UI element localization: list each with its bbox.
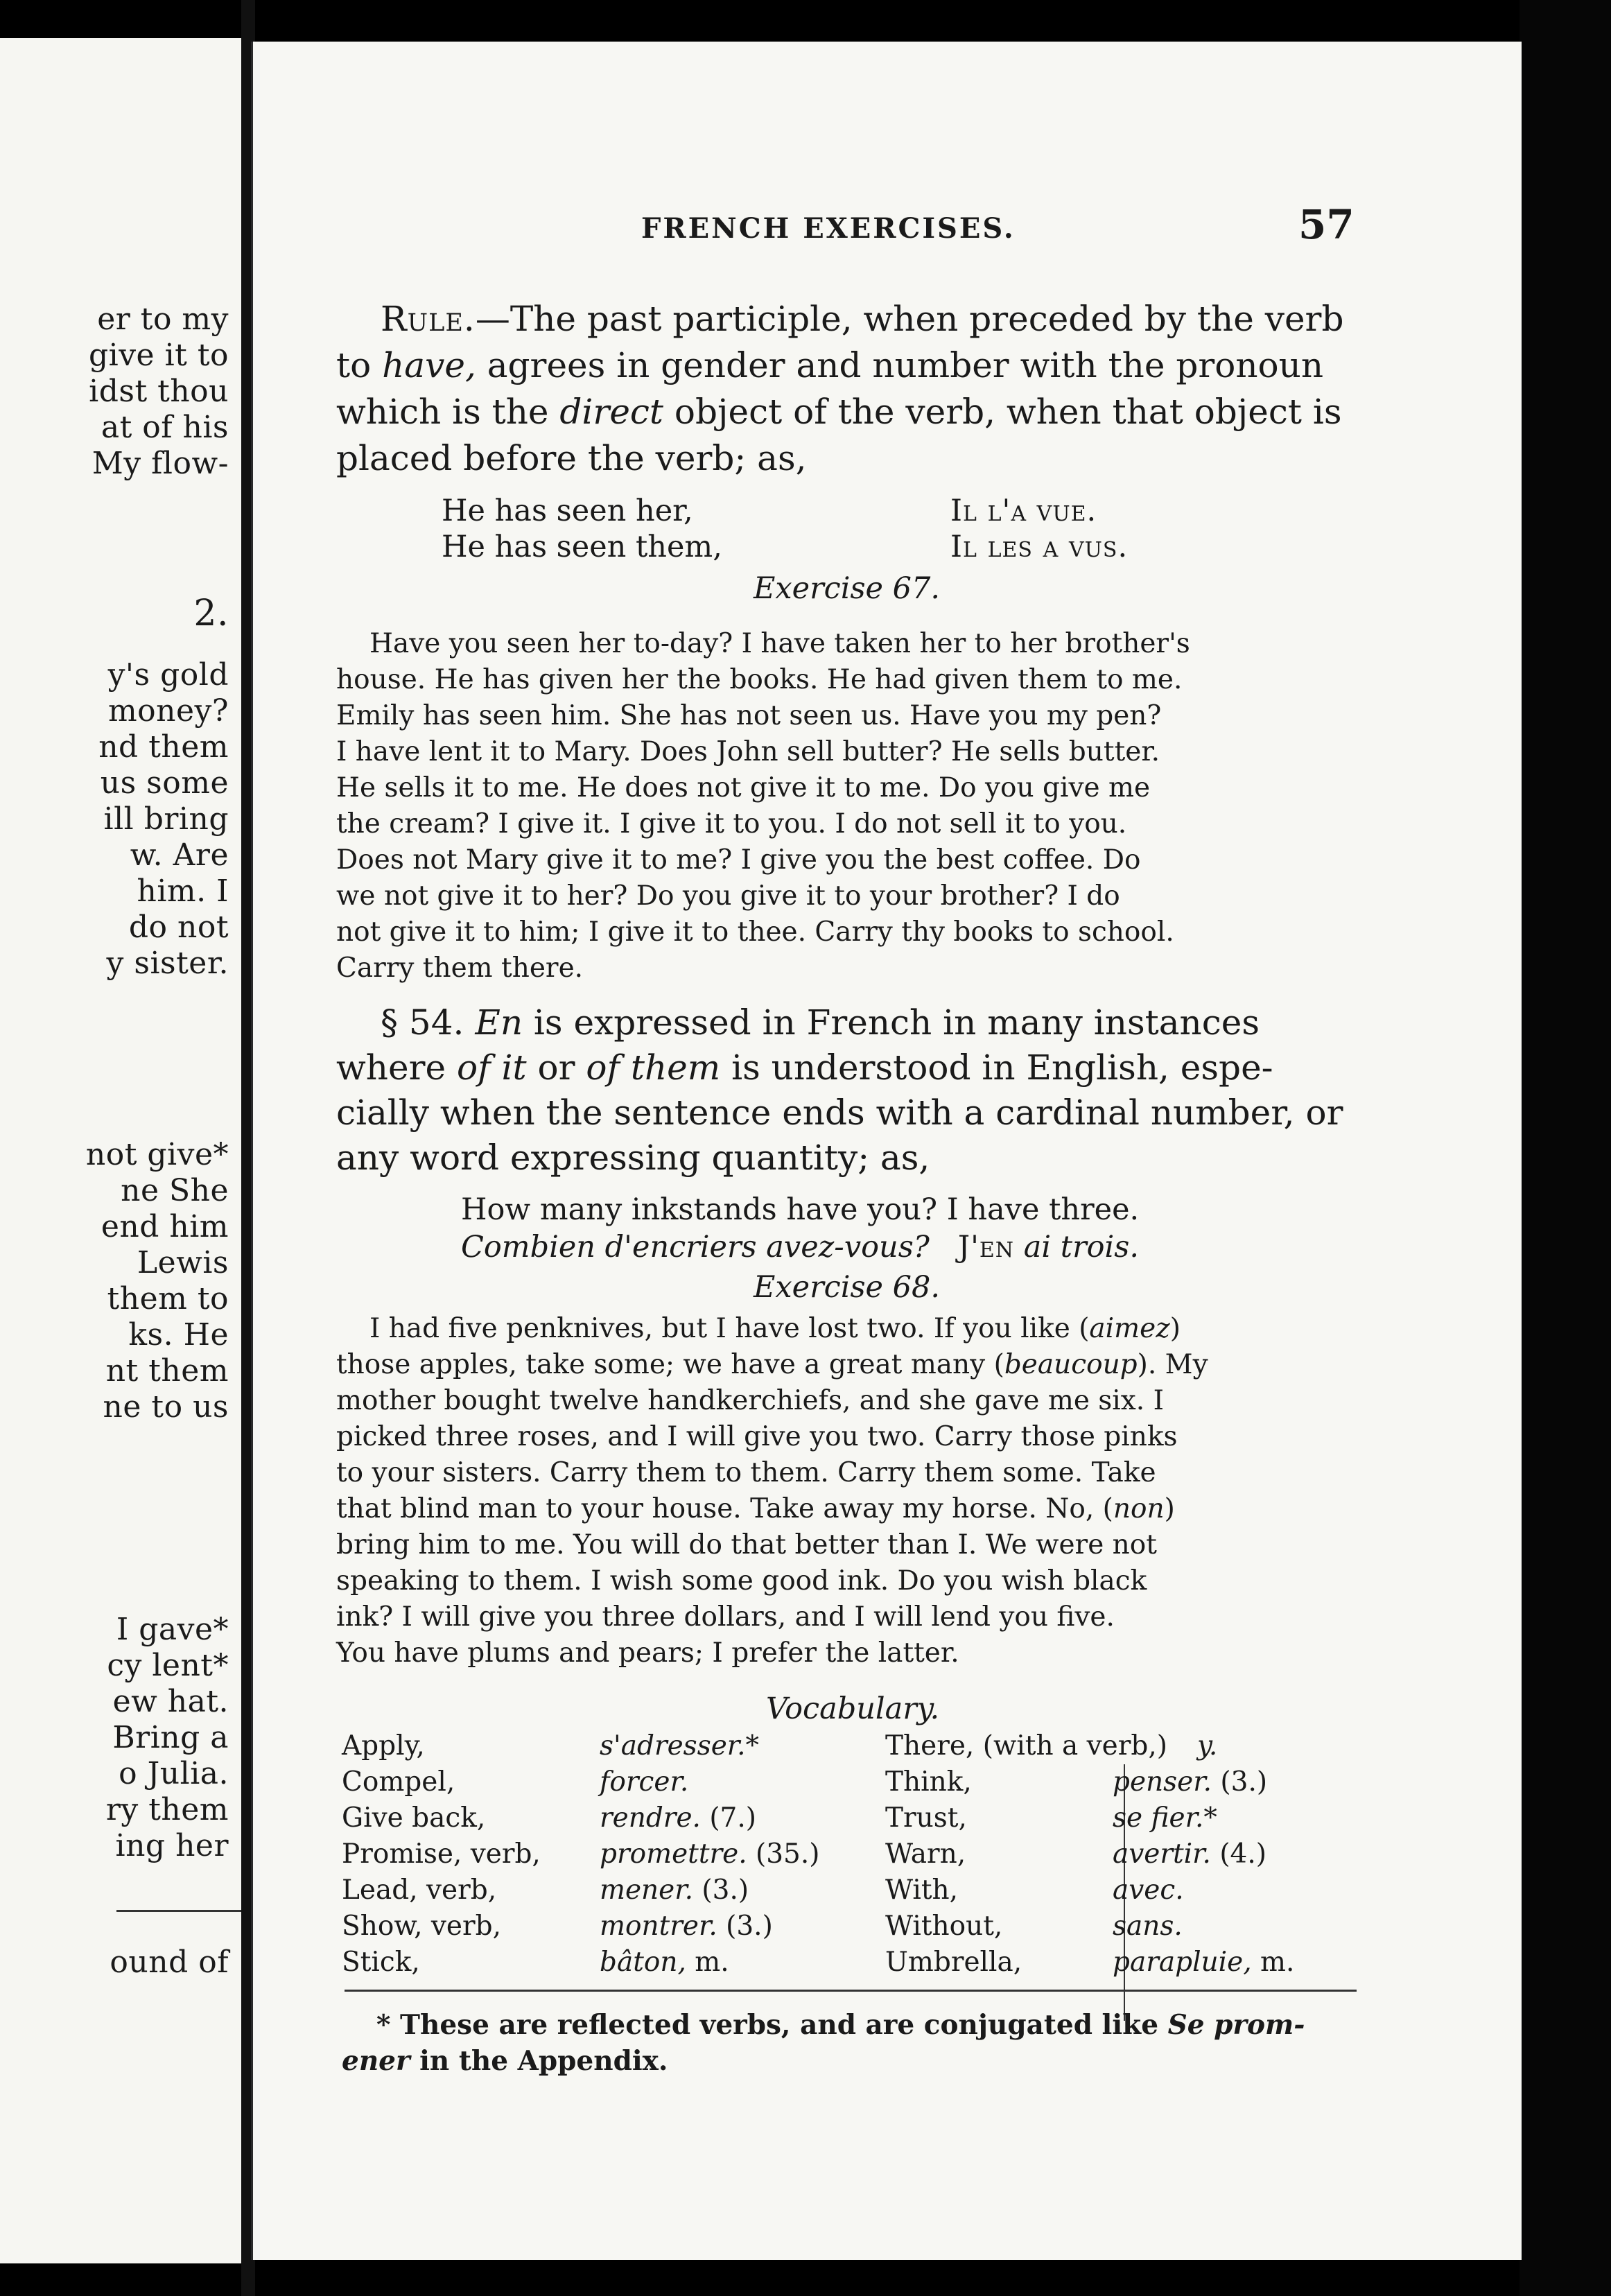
vocab-en: Give back, (342, 1802, 486, 1834)
exercise-68-line: ink? I will give you three dollars, and I will lend you five. (336, 1601, 1115, 1633)
vocab-fr-entry: bâton, m. (600, 1947, 729, 1978)
left-line: ound of (110, 1945, 229, 1980)
exercise-67-line: not give it to him; I give it to thee. Carry thy books to school. (336, 916, 1174, 948)
left-line: idst thou (89, 374, 229, 409)
vocab-fr: s'adresser.* (600, 1730, 760, 1762)
section-54-example-en: How many inkstands have you? I have three. (461, 1192, 1140, 1227)
page-edge-shadow (1519, 0, 1611, 2296)
left-line: Bring a (112, 1720, 229, 1755)
left-line: 2. (193, 593, 229, 634)
left-line: nt them (105, 1353, 229, 1389)
example-en: He has seen them, (442, 530, 722, 564)
left-line: at of his (101, 410, 229, 445)
footnote-line-1: * These are reflected verbs, and are conjugated like Se prom- (376, 2009, 1305, 2041)
left-line: give it to (88, 338, 229, 373)
section-54-line-2: where of it or of them is understood in English, espe- (336, 1047, 1273, 1088)
left-line: ill bring (103, 801, 229, 837)
vocab-fr-entry: penser. (3.) (1113, 1766, 1268, 1798)
vocab-en: Lead, verb, (342, 1875, 497, 1906)
exercise-68-title: Exercise 68. (754, 1270, 941, 1305)
vocab-en: Show, verb, (342, 1911, 501, 1942)
left-line: him. I (137, 873, 229, 909)
exercise-68-line: that blind man to your house. Take away my horse. No, (non) (336, 1493, 1175, 1524)
left-line: not give* (85, 1137, 229, 1172)
exercise-67-line: He sells it to me. He does not give it to me. Do you give me (336, 772, 1151, 803)
vocab-en: Promise, verb, (342, 1838, 541, 1870)
left-footnote-rule (116, 1910, 241, 1912)
exercise-68-line: You have plums and pears; I prefer the latter. (336, 1637, 959, 1669)
left-line: y's gold (107, 657, 229, 693)
vocab-en: Without, (885, 1911, 1003, 1942)
left-line: I gave* (116, 1612, 229, 1647)
vocab-fr: avec. (1113, 1875, 1184, 1906)
vocab-en: Trust, (885, 1802, 967, 1834)
vocab-fr-entry: montrer. (3.) (600, 1911, 773, 1942)
vocabulary-bottom-rule (345, 1990, 1357, 1992)
rule-line-4: placed before the verb; as, (336, 438, 807, 478)
left-line: do not (128, 910, 229, 945)
exercise-68-line: picked three roses, and I will give you two. Carry those pinks (336, 1421, 1178, 1452)
vocab-en: There, (with a verb,) (885, 1730, 1167, 1762)
vocab-fr: sans. (1113, 1911, 1183, 1942)
exercise-67-line: Have you seen her to-day? I have taken her to her brother's (369, 628, 1190, 659)
vocab-en: With, (885, 1875, 959, 1906)
vocab-en: Compel, (342, 1766, 455, 1798)
exercise-68-line: bring him to me. You will do that better than I. We were not (336, 1529, 1157, 1560)
rule-line-3: which is the direct object of the verb, when that object is (336, 392, 1342, 432)
vocab-fr: se fier.* (1113, 1802, 1217, 1834)
exercise-68-line: those apples, take some; we have a great many (beaucoup). My (336, 1349, 1208, 1380)
vocab-fr-entry: promettre. (35.) (600, 1838, 820, 1870)
left-line: ew hat. (112, 1684, 229, 1719)
vocab-fr: y. (1197, 1730, 1218, 1762)
vocab-en: Stick, (342, 1947, 420, 1978)
example-fr: Il les a vus. (950, 530, 1129, 564)
exercise-67-line: I have lent it to Mary. Does John sell butter? He sells butter. (336, 736, 1160, 767)
exercise-67-line: we not give it to her? Do you give it to your brother? I do (336, 880, 1120, 912)
left-line: nd them (98, 729, 229, 765)
left-line: end him (101, 1209, 229, 1244)
exercise-67-line: the cream? I give it. I give it to you. I do not sell it to you. (336, 808, 1127, 840)
running-header: FRENCH EXERCISES. (641, 212, 1016, 245)
left-line: y sister. (106, 946, 229, 981)
exercise-68-line: mother bought twelve handkerchiefs, and she gave me six. I (336, 1385, 1164, 1416)
rule-line-2: to have, agrees in gender and number with the pronoun (336, 345, 1324, 385)
vocab-fr-entry: mener. (3.) (600, 1875, 749, 1906)
left-line: them to (107, 1281, 229, 1316)
exercise-67-line: Does not Mary give it to me? I give you the best coffee. Do (336, 844, 1141, 876)
example-fr: Il l'a vue. (950, 494, 1097, 528)
rule-label: Rule. (381, 299, 476, 339)
left-line: ing her (115, 1828, 229, 1863)
exercise-67-title: Exercise 67. (754, 571, 941, 606)
left-line: cy lent* (107, 1648, 229, 1683)
vocab-fr-entry: avertir. (4.) (1113, 1838, 1266, 1870)
vocab-en: Apply, (342, 1730, 425, 1762)
left-line: w. Are (130, 837, 229, 873)
example-en: He has seen her, (442, 494, 693, 528)
vocab-en: Umbrella, (885, 1947, 1022, 1978)
right-page (251, 42, 1522, 2260)
vocab-fr-entry: rendre. (7.) (600, 1802, 756, 1834)
left-line: o Julia. (119, 1756, 229, 1791)
exercise-68-line: speaking to them. I wish some good ink. Do you wish black (336, 1565, 1147, 1597)
left-line: us some (100, 765, 229, 801)
section-54-line-3: cially when the sentence ends with a cardinal number, or (336, 1093, 1343, 1133)
vocab-fr-entry: parapluie, m. (1113, 1947, 1295, 1978)
section-54-line-4: any word expressing quantity; as, (336, 1138, 930, 1178)
left-line: ks. He (128, 1317, 229, 1353)
vocab-en: Think, (885, 1766, 972, 1798)
exercise-67-line: house. He has given her the books. He had given them to me. (336, 664, 1183, 695)
left-line: er to my (97, 302, 229, 337)
left-line: ne She (121, 1173, 229, 1208)
left-line: My flow- (92, 446, 229, 481)
rule-line-1: Rule.—The past participle, when preceded by the verb (381, 299, 1344, 339)
left-page-fragment (0, 38, 241, 2263)
exercise-68-line: to your sisters. Carry them to them. Carry them some. Take (336, 1457, 1156, 1488)
exercise-67-line: Carry them there. (336, 953, 584, 984)
footnote-line-2: ener in the Appendix. (342, 2045, 668, 2077)
section-number: § 54. (381, 1002, 464, 1043)
section-54-line-1: § 54. En is expressed in French in many instances (381, 1002, 1260, 1043)
left-line: ne to us (103, 1389, 229, 1425)
page-number: 57 (1298, 201, 1355, 248)
vocabulary-title: Vocabulary. (766, 1691, 940, 1726)
section-54-example-fr: Combien d'encriers avez-vous? J'en ai trois. (461, 1230, 1139, 1264)
vocab-en: Warn, (885, 1838, 966, 1870)
left-line: ry them (105, 1792, 229, 1827)
vocab-fr: forcer. (600, 1766, 689, 1798)
left-line: Lewis (137, 1245, 229, 1280)
exercise-68-line: I had five penknives, but I have lost two. If you like (aimez) (369, 1313, 1181, 1344)
exercise-67-line: Emily has seen him. She has not seen us. Have you my pen? (336, 700, 1162, 731)
left-line: money? (107, 693, 229, 729)
